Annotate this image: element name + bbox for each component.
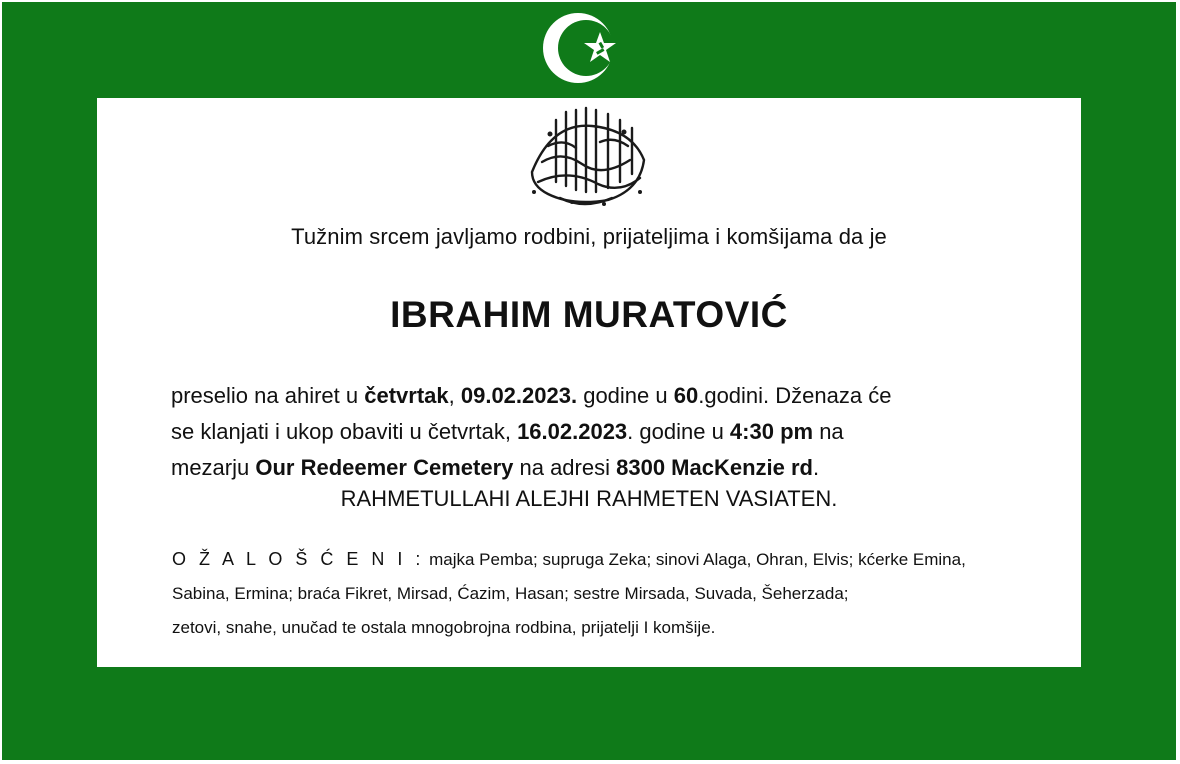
- text-segment: godine u: [577, 383, 674, 408]
- mourners-line-3: zetovi, snahe, unučad te ostala mnogobrojna rodbina, prijatelji I komšije.: [172, 618, 716, 637]
- funeral-time: 4:30 pm: [729, 419, 814, 444]
- text-segment: mezarju: [171, 455, 256, 480]
- announcement-line-2: [171, 414, 1051, 450]
- cemetery-name: Our Redeemer Cemetery: [255, 455, 514, 480]
- text-segment: .godini. Dženaza će: [698, 383, 892, 408]
- text-segment: preselio na ahiret u: [171, 383, 365, 408]
- crescent-moon-star-icon: [540, 12, 624, 84]
- mourners-heading: O Ž A L O Š Ć E N I :: [172, 549, 425, 569]
- mourners-line-2: Sabina, Ermina; braća Fikret, Mirsad, Ćazim, Hasan; sestre Mirsada, Suvada, Šeherzada;: [172, 584, 849, 603]
- text-segment: na: [813, 419, 844, 444]
- funeral-notice: [2, 2, 1176, 760]
- death-day: četvrtak: [364, 383, 449, 408]
- notice-paper: [97, 98, 1081, 667]
- deceased-name: IBRAHIM MURATOVIĆ: [390, 294, 788, 335]
- announcement-line-1: [171, 378, 1051, 414]
- arabic-calligraphy-icon: [512, 102, 662, 214]
- mourners-list: [172, 542, 1052, 645]
- announcement-body: [171, 378, 1051, 486]
- text-segment: se klanjati i ukop obaviti u četvrtak,: [171, 419, 518, 444]
- death-date: 09.02.2023.: [460, 383, 578, 408]
- text-segment: .: [812, 455, 820, 480]
- funeral-date: 16.02.2023: [517, 419, 628, 444]
- mourners-line-1: [172, 542, 1052, 577]
- text-segment: ,: [448, 383, 461, 408]
- age: 60: [673, 383, 699, 408]
- prayer-text: RAHMETULLAHI ALEJHI RAHMETEN VASIATEN.: [340, 486, 838, 511]
- announcement-line-3: [171, 450, 1051, 486]
- intro-text: Tužnim srcem javljamo rodbini, prijateljima i komšijama da je: [291, 224, 887, 249]
- text-segment: na adresi: [513, 455, 617, 480]
- text-segment: majka Pemba; supruga Zeka; sinovi Alaga, Ohran, Elvis; kćerke Emina,: [424, 550, 966, 569]
- cemetery-address: 8300 MacKenzie rd: [616, 455, 813, 480]
- text-segment: . godine u: [627, 419, 730, 444]
